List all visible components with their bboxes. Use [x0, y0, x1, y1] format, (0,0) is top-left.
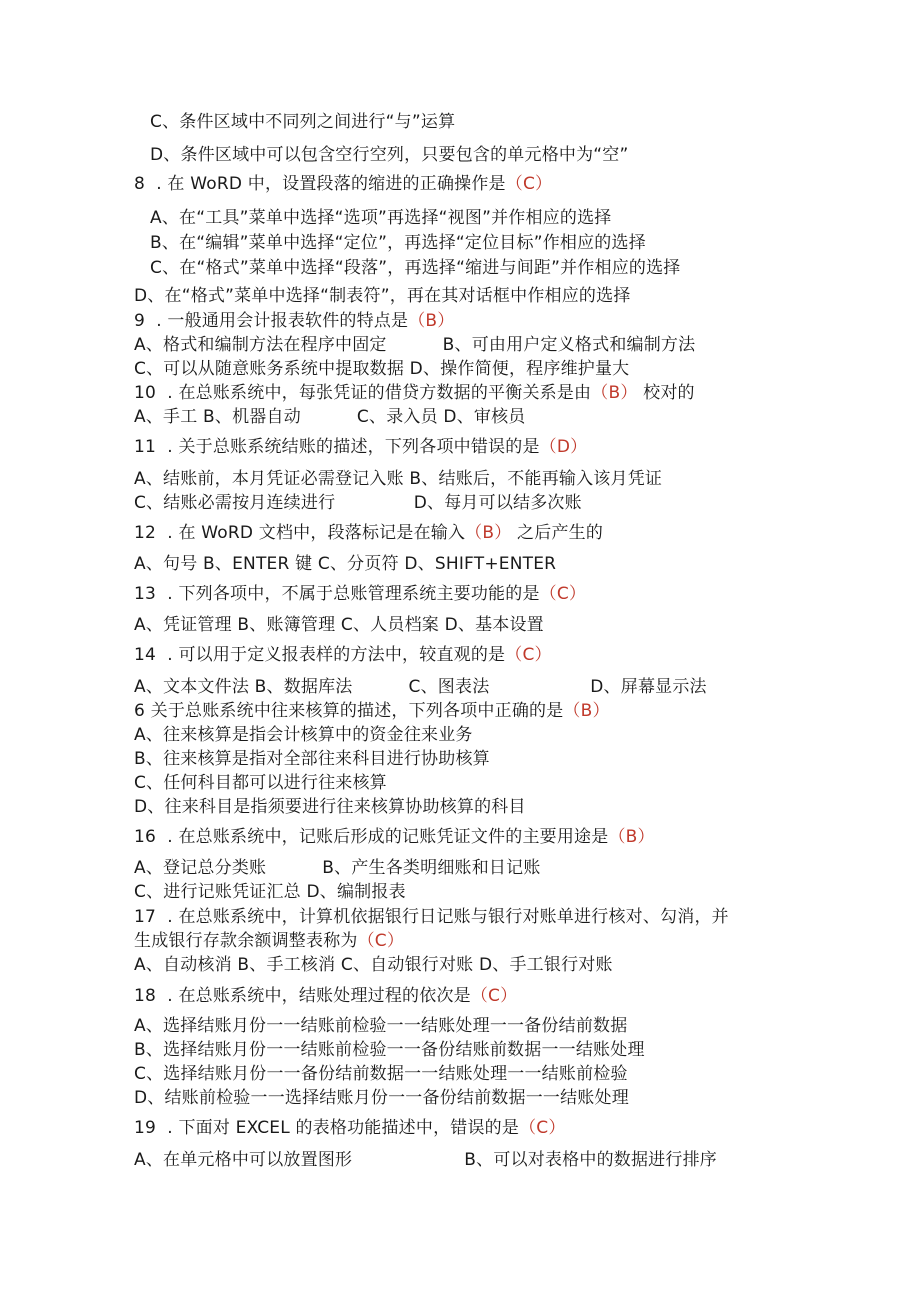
- answer-mark: （C）: [470, 986, 518, 1006]
- text-line: [134, 1064, 628, 1084]
- answer-mark: （B）: [591, 383, 638, 403]
- answer-mark: （C）: [505, 174, 553, 194]
- answer-mark: （B）: [408, 311, 455, 331]
- text-line: [134, 986, 517, 1006]
- answer-mark: （B）: [465, 523, 512, 543]
- answer-mark: （C）: [519, 1118, 566, 1138]
- answer-mark: （C）: [539, 584, 587, 604]
- line-text-tail: 之后产生的: [511, 523, 604, 543]
- line-text: 18 . 在总账系统中，结账处理过程的依次是: [134, 986, 471, 1006]
- text-line: [134, 1088, 629, 1108]
- line-text: 19 . 下面对 EXCEL 的表格功能描述中，错误的是: [134, 1118, 520, 1138]
- line-text: A、结账前，本月凭证必需登记入账 B、结账后，不能再输入该月凭证: [134, 469, 663, 489]
- line-text: A、选择结账月份一一结账前检验一一结账处理一一备份结前数据: [134, 1016, 628, 1036]
- line-text: B、选择结账月份一一结账前检验一一备份结账前数据一一结账处理: [134, 1040, 645, 1060]
- answer-mark: （C）: [357, 931, 405, 951]
- text-line: [134, 1016, 627, 1036]
- line-text: C、任何科目都可以进行往来核算: [134, 773, 387, 793]
- line-text: 9 . 一般通用会计报表软件的特点是: [134, 311, 409, 331]
- line-text: 14 . 可以用于定义报表样的方法中，较直观的是: [134, 645, 506, 665]
- text-line: [150, 145, 629, 165]
- text-line: [134, 554, 556, 574]
- text-line: [134, 773, 387, 793]
- text-line: [134, 493, 582, 513]
- text-line: [134, 311, 455, 331]
- line-text: A、格式和编制方法在程序中固定 B、可由用户定义格式和编制方法: [134, 335, 696, 355]
- line-text: C、选择结账月份一一备份结前数据一一结账处理一一结账前检验: [134, 1064, 628, 1084]
- text-line: [134, 1040, 645, 1060]
- line-text: C、进行记账凭证汇总 D、编制报表: [134, 882, 406, 902]
- line-text: A、登记总分类账 B、产生各类明细账和日记账: [134, 858, 541, 878]
- text-line: [134, 437, 587, 457]
- line-text: 6 关于总账系统中往来核算的描述，下列各项中正确的是: [134, 701, 564, 721]
- text-line: [134, 174, 552, 194]
- text-line: [134, 615, 544, 635]
- line-text: 16 . 在总账系统中，记账后形成的记账凭证文件的主要用途是: [134, 827, 609, 847]
- text-line: [134, 797, 526, 817]
- line-text: B、在“编辑”菜单中选择“定位”，再选择“定位目标”作相应的选择: [150, 233, 646, 253]
- text-line: [134, 701, 610, 721]
- text-line: [150, 233, 646, 253]
- text-line: [134, 359, 629, 379]
- text-line: [134, 827, 655, 847]
- line-text: D、在“格式”菜单中选择“制表符”，再在其对话框中作相应的选择: [134, 286, 631, 306]
- line-text: C、条件区域中不同列之间进行“与”运算: [150, 112, 456, 132]
- text-line: [150, 258, 681, 278]
- text-line: [134, 335, 695, 355]
- text-line: [134, 931, 404, 951]
- text-line: [134, 749, 490, 769]
- line-text: 11 . 关于总账系统结账的描述，下列各项中错误的是: [134, 437, 540, 457]
- line-text: C、结账必需按月连续进行 D、每月可以结多次账: [134, 493, 582, 513]
- line-text: A、手工 B、机器自动 C、录入员 D、审核员: [134, 407, 526, 427]
- text-line: [134, 1150, 717, 1170]
- answer-mark: （C）: [505, 645, 552, 665]
- line-text: D、往来科目是指须要进行往来核算协助核算的科目: [134, 797, 526, 817]
- line-text: A、凭证管理 B、账簿管理 C、人员档案 D、基本设置: [134, 615, 544, 635]
- line-text: A、往来核算是指会计核算中的资金往来业务: [134, 725, 473, 745]
- answer-mark: （D）: [539, 437, 588, 457]
- text-line: [134, 407, 526, 427]
- line-text: A、在单元格中可以放置图形 B、可以对表格中的数据进行排序: [134, 1150, 717, 1170]
- line-text: 8 . 在 WoRD 中，设置段落的缩进的正确操作是: [134, 174, 506, 194]
- line-text: A、自动核消 B、手工核消 C、自动银行对账 D、手工银行对账: [134, 955, 613, 975]
- text-line: [134, 584, 586, 604]
- text-line: [134, 677, 707, 697]
- line-text: B、往来核算是指对全部往来科目进行协助核算: [134, 749, 490, 769]
- line-text: C、可以从随意账务系统中提取数据 D、操作简便，程序维护量大: [134, 359, 630, 379]
- text-line: [150, 208, 611, 228]
- answer-mark: （B）: [608, 827, 655, 847]
- text-line: [134, 725, 473, 745]
- line-text: C、在“格式”菜单中选择“段落”，再选择“缩进与间距”并作相应的选择: [150, 258, 681, 278]
- line-text: A、句号 B、ENTER 键 C、分页符 D、SHIFT+ENTER: [134, 554, 557, 574]
- text-line: [134, 882, 406, 902]
- text-line: [134, 1118, 566, 1138]
- line-text: 17 . 在总账系统中，计算机依据银行日记账与银行对账单进行核对、勾消，并: [134, 907, 729, 927]
- text-line: [134, 858, 541, 878]
- text-line: [150, 112, 455, 132]
- line-text: A、文本文件法 B、数据库法 C、图表法 D、屏幕显示法: [134, 677, 707, 697]
- text-line: [134, 523, 603, 543]
- line-text: 13 . 下列各项中，不属于总账管理系统主要功能的是: [134, 584, 540, 604]
- text-line: [134, 469, 662, 489]
- text-line: [134, 286, 631, 306]
- text-line: [134, 907, 729, 927]
- text-line: [134, 645, 552, 665]
- line-text: D、条件区域中可以包含空行空列，只要包含的单元格中为“空”: [150, 145, 629, 165]
- line-text: 12 . 在 WoRD 文档中，段落标记是在输入: [134, 523, 466, 543]
- answer-mark: （B）: [563, 701, 610, 721]
- line-text: D、结账前检验一一选择结账月份一一备份结前数据一一结账处理: [134, 1088, 629, 1108]
- line-text: 10 . 在总账系统中，每张凭证的借贷方数据的平衡关系是由: [134, 383, 592, 403]
- line-text-tail: 校对的: [637, 383, 695, 403]
- text-line: [134, 955, 613, 975]
- line-text: 生成银行存款余额调整表称为: [134, 931, 358, 951]
- line-text: A、在“工具”菜单中选择“选项”再选择“视图”并作相应的选择: [150, 208, 612, 228]
- text-line: [134, 383, 695, 403]
